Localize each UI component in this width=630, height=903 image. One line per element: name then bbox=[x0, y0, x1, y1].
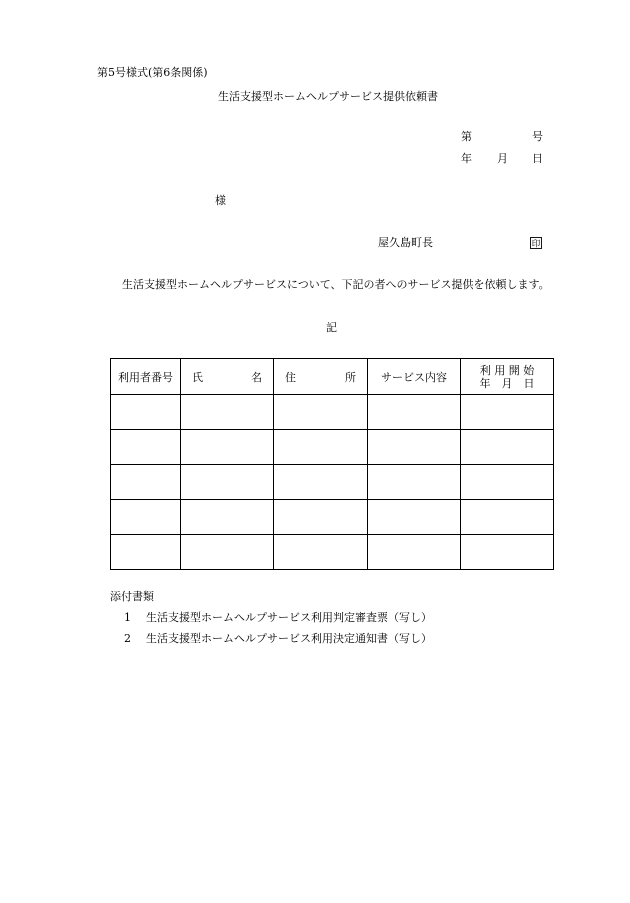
table-row bbox=[111, 430, 554, 465]
header-address: 住 所 bbox=[274, 359, 368, 395]
document-title: 生活支援型ホームヘルプサービス提供依頼書 bbox=[218, 90, 438, 103]
table-cell[interactable] bbox=[111, 500, 181, 535]
table-cell[interactable] bbox=[274, 395, 368, 430]
table-cell[interactable] bbox=[368, 430, 461, 465]
table-cell[interactable] bbox=[461, 430, 554, 465]
table-cell[interactable] bbox=[111, 430, 181, 465]
attachment-item: 2 生活支援型ホームヘルプサービス利用決定通知書（写し） bbox=[124, 632, 432, 645]
table-row bbox=[111, 535, 554, 570]
attachments-title: 添付書類 bbox=[110, 590, 154, 603]
table-cell[interactable] bbox=[111, 465, 181, 500]
user-table bbox=[110, 358, 554, 570]
table-cell[interactable] bbox=[181, 535, 274, 570]
table-cell[interactable] bbox=[274, 500, 368, 535]
table-cell[interactable] bbox=[461, 535, 554, 570]
doc-number-suffix: 号 bbox=[532, 130, 543, 143]
table-cell[interactable] bbox=[274, 465, 368, 500]
form-number: 第5号様式(第6条関係) bbox=[97, 66, 208, 79]
table-cell[interactable] bbox=[181, 500, 274, 535]
attachment-item: 1 生活支援型ホームヘルプサービス利用判定審査票（写し） bbox=[124, 611, 432, 624]
table-cell[interactable] bbox=[368, 535, 461, 570]
table-cell[interactable] bbox=[181, 465, 274, 500]
table-cell[interactable] bbox=[461, 500, 554, 535]
table-cell[interactable] bbox=[181, 395, 274, 430]
table-cell[interactable] bbox=[368, 500, 461, 535]
seal-text: 印 bbox=[531, 239, 541, 249]
header-user-number: 利用者番号 bbox=[111, 359, 181, 395]
table-cell[interactable] bbox=[181, 430, 274, 465]
seal-mark bbox=[530, 237, 542, 249]
table-cell[interactable] bbox=[274, 535, 368, 570]
table-cell[interactable] bbox=[111, 535, 181, 570]
header-service: サービス内容 bbox=[368, 359, 461, 395]
table-cell[interactable] bbox=[274, 430, 368, 465]
table-cell[interactable] bbox=[368, 395, 461, 430]
date-month: 月 bbox=[497, 152, 508, 165]
addressee-suffix: 様 bbox=[215, 194, 226, 207]
date-day: 日 bbox=[532, 152, 543, 165]
table-cell[interactable] bbox=[111, 395, 181, 430]
table-row bbox=[111, 395, 554, 430]
body-text: 生活支援型ホームヘルプサービスについて、下記の者へのサービス提供を依頼します。 bbox=[122, 278, 550, 291]
header-name: 氏 名 bbox=[181, 359, 274, 395]
table-cell[interactable] bbox=[368, 465, 461, 500]
table-cell[interactable] bbox=[461, 395, 554, 430]
date-year: 年 bbox=[461, 152, 472, 165]
sender-name: 屋久島町長 bbox=[378, 236, 433, 249]
table-row bbox=[111, 500, 554, 535]
table-header-row bbox=[111, 359, 554, 395]
table-cell[interactable] bbox=[461, 465, 554, 500]
header-start-date: 利 用 開 始 年 月 日 bbox=[461, 359, 554, 395]
table-row bbox=[111, 465, 554, 500]
doc-number-prefix: 第 bbox=[461, 130, 472, 143]
ki-heading: 記 bbox=[326, 321, 337, 334]
